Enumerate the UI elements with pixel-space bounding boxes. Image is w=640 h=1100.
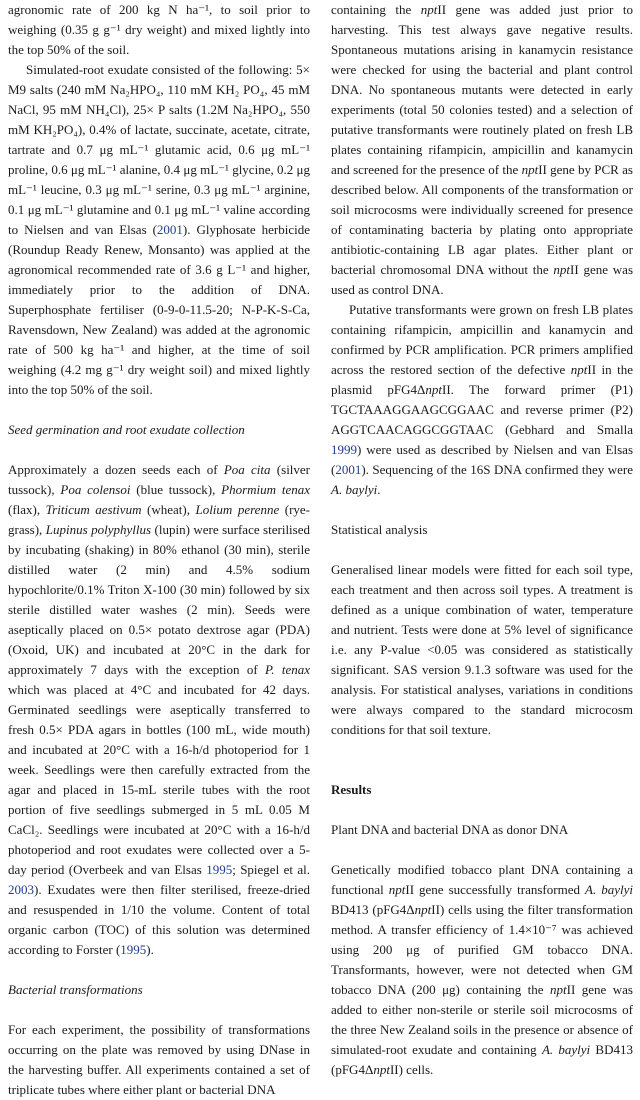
- paragraph-fertiliser-end: agronomic rate of 200 kg N ha⁻¹, to soil prior to weighing (0.35 g g⁻¹ dry weight) and mixed lightly into the top 50% of the soil.: [8, 2, 310, 57]
- paragraph-bacterial-transformations: For each experiment, the possibility of transformations occurring on the plate was removed by using DNase in the harvesting buffer. All experiments contained a set of triplicate tubes where either plant or bacterial DNA: [8, 1022, 310, 1097]
- paragraph-statistical-analysis: Generalised linear models were fitted for each soil type, each treatment and then across soil types. A treatment is defined as a unique combination of water, temperature and nutrient. Tests were done at 5% level of significance i.e. any P-value <0.05 was considered as statistically significant. SAS version 9.1.3 software was used for the analysis. For statistical analyses, variations in conditions were always compared to the standard microcosm conditions for that soil texture.: [331, 562, 633, 737]
- citation-link[interactable]: 1995: [120, 942, 147, 957]
- right-column: [331, 0, 633, 1080]
- heading-statistical-analysis: Statistical analysis: [331, 522, 428, 537]
- heading-results: Results: [331, 782, 372, 797]
- paragraph-seed-germination: Approximately a dozen seeds each of Poa cita (silver tussock), Poa colensoi (blue tussock), Phormium tenax (flax), Triticum aestivum (wheat), Lolium perenne (rye-grass), Lupinus polyphyllus (lupin) were surface sterilised by incubating (shaking) in 80% ethanol (30 min), sterile distilled water (2 min) and 4.5% sodium hypochlorite/0.1% Triton X-100 (30 min) followed by six sterile distilled water washes (2 min). Seeds were aseptically placed on 0.5× potato dextrose agar (PDA) (Oxoid, UK) and incubated at 20°C in the dark for approximately 7 days with the exception of P. tenax which was placed at 4°C and incubated for 42 days. Germinated seedlings were aseptically transferred to fresh 0.5× PDA agars in bottles (100 mL, wide mouth) and incubated at 20°C with a 16-h/d photoperiod for 1 week. Seedlings were then carefully extracted from the agar and placed in 15-mL sterile tubes with the root portion of five seedlings submerged in 5 mL 0.05 M CaCl₂. Seedlings were incubated at 20°C with a 16-h/d photoperiod and root exudates were collected over a 5-day period (Overbeek and van Elsas 1995; Spiegel et al. 2003). Exudates were then filter sterilised, freeze-dried and resuspended in 1/10 the volume. Content of total organic carbon (TOC) of this solution was determined according to Forster (1995).: [8, 462, 311, 957]
- citation-link[interactable]: 2001: [156, 222, 183, 237]
- heading-plant-dna: Plant DNA and bacterial DNA as donor DNA: [331, 822, 569, 837]
- citation-link[interactable]: 1995: [206, 862, 233, 877]
- citation-link[interactable]: 1999: [331, 442, 357, 457]
- paragraph-root-exudate: Simulated-root exudate consisted of the following: 5× M9 salts (240 mM Na₂HPO₄, 110 mM KH₂ PO₄, 45 mM NaCl, 95 mM NH₄Cl), 25× P salts (1.2M Na₂HPO₄, 550 mM KH₂PO₄), 0.4% of lactate, succinate, acetate, citrate, tartrate and 0.7 μg mL⁻¹ glutamic acid, 0.6 μg mL⁻¹ proline, 0.6 μg mL⁻¹ alanine, 0.4 μg mL⁻¹ glycine, 0.2 μg mL⁻¹ leucine, 0.3 μg mL⁻¹ serine, 0.3 μg mL⁻¹ arginine, 0.1 μg mL⁻¹ glutamine and 0.1 μg mL⁻¹ valine according to Nielsen and van Elsas (2001). Glyphosate herbicide (Roundup Ready Renew, Monsanto) was applied at the agronomical recommended rate of 3.6 g L⁻¹ and higher, immediately prior to the addition of DNA. Superphosphate fertiliser (0-9-0-11.5-20; N-P-K-S-Ca, Ravensdown, New Zealand) was added at the agronomic rate of 500 kg ha⁻¹ and higher, at the time of soil weighing (4.2 mg g⁻¹ dry weight soil) and mixed lightly into the top 50% of the soil.: [8, 62, 310, 397]
- paragraph-controls: containing the nptII gene was added just prior to harvesting. This test always gave negative results. Spontaneous mutations arising in kanamycin resistance were checked for using the bacterial and plant control DNA. No spontaneous mutants were detected in early experiments (total 50 colonies tested) and a selection of putative transformants were routinely plated on fresh LB plates containing rifampicin, ampicillin and kanamycin and screened for the presence of the nptII gene by PCR as described below. All components of the transformation or soil microcosms were individually screened for presence of contaminating bacteria by plating onto appropriate antibiotic-containing LB agar plates. Either plant or bacterial chromosomal DNA without the nptII gene was used as control DNA.: [331, 2, 634, 297]
- citation-link[interactable]: 2003: [8, 882, 34, 897]
- paragraph-pcr: Putative transformants were grown on fresh LB plates containing rifampicin, ampicillin and kanamycin and confirmed by PCR amplification. PCR primers amplified across the restored section of the defective nptII in the plasmid pFG4ΔnptII. The forward primer (P1) TGCTAAAGGAAGCGGAAC and reverse primer (P2) AGGTCAACAGGCGGTAAC (Gebhard and Smalla 1999) were used as described by Nielsen and van Elsas (2001). Sequencing of the 16S DNA confirmed they were A. baylyi.: [331, 302, 634, 497]
- left-column: [8, 0, 310, 1100]
- citation-link[interactable]: 2001: [335, 462, 362, 477]
- paragraph-plant-dna: Genetically modified tobacco plant DNA containing a functional nptII gene successfully transformed A. baylyi BD413 (pFG4ΔnptII) cells using the filter transformation method. A transfer efficiency of 1.4×10⁻⁷ was achieved using 200 μg of purified GM tobacco DNA. Transformants, however, were not detected when GM tobacco DNA (200 μg) containing the nptII gene was added to either non-sterile or sterile soil microcosms of the three New Zealand soils in the presence or absence of simulated-root exudate and containing A. baylyi BD413 (pFG4ΔnptII) cells.: [331, 862, 633, 1077]
- heading-seed-germination: Seed germination and root exudate collection: [8, 422, 245, 437]
- heading-bacterial-transformations: Bacterial transformations: [8, 982, 143, 997]
